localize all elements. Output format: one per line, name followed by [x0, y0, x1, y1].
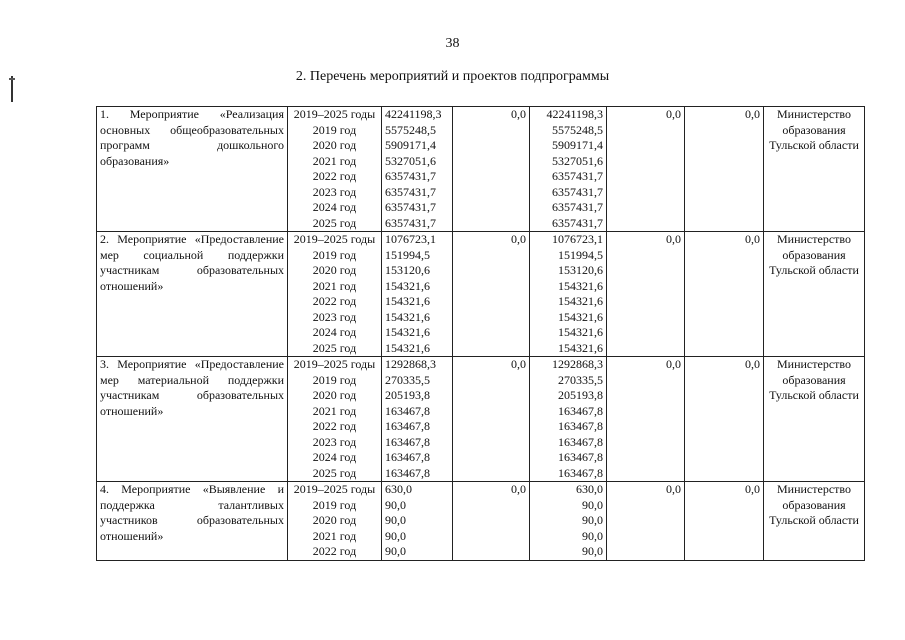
regional-budget-value: 5909171,4: [552, 138, 603, 152]
period-label: 2025 год: [312, 215, 357, 230]
total-amount: 6357431,7: [385, 215, 436, 230]
total-amount: 42241198,3: [385, 107, 442, 121]
total-amount: 163467,8: [385, 465, 430, 480]
total-amount-cell: [382, 357, 453, 482]
period-cell: [288, 107, 382, 232]
period-label: 2021 год: [312, 528, 357, 543]
executor-cell: [764, 107, 865, 232]
regional-budget-value: 630,0: [576, 482, 603, 496]
measure-name-cell: [97, 357, 288, 482]
total-amount: 151994,5: [385, 247, 430, 262]
executor-name: Министерство образования Тульской области: [769, 107, 859, 152]
extra-budget-cell: [685, 107, 764, 232]
period-label: 2022 год: [312, 294, 357, 308]
extra-budget-cell: [685, 232, 764, 357]
extra-budget-value: 0,0: [745, 482, 760, 496]
measures-table: [96, 106, 865, 561]
regional-budget-value: 163467,8: [558, 465, 603, 480]
regional-budget-value: 163467,8: [558, 419, 603, 433]
total-amount: 90,0: [385, 528, 406, 543]
table-row: [97, 107, 865, 232]
local-budget-value: 0,0: [666, 107, 681, 121]
measure-name-cell: [97, 482, 288, 561]
period-label: 2022 год: [312, 169, 357, 183]
regional-budget-cell: [530, 107, 607, 232]
total-amount: 205193,8: [385, 388, 430, 402]
regional-budget-value: 90,0: [582, 528, 603, 543]
extra-budget-value: 0,0: [745, 232, 760, 246]
federal-budget-cell: [453, 232, 530, 357]
period-label: 2022 год: [312, 419, 357, 433]
measure-name-cell: [97, 107, 288, 232]
total-amount: 154321,6: [385, 325, 430, 339]
table-row: [97, 482, 865, 561]
total-amount: 6357431,7: [385, 169, 436, 183]
period-label: 2023 год: [312, 434, 357, 449]
total-amount: 6357431,7: [385, 200, 436, 214]
total-amount: 163467,8: [385, 419, 430, 433]
period-label: 2021 год: [312, 278, 357, 293]
regional-budget-value: 151994,5: [558, 247, 603, 262]
total-amount: 1292868,3: [385, 357, 436, 371]
regional-budget-cell: [530, 357, 607, 482]
total-amount: 154321,6: [385, 278, 430, 293]
regional-budget-value: 154321,6: [558, 294, 603, 308]
period-cell: [288, 232, 382, 357]
measure-name: 3. Мероприятие «Предоставление мер материальной поддержки участникам образовательных отношений»: [100, 357, 284, 418]
period-label: 2023 год: [312, 184, 357, 199]
federal-budget-value: 0,0: [511, 107, 526, 121]
executor-cell: [764, 357, 865, 482]
regional-budget-value: 6357431,7: [552, 169, 603, 183]
regional-budget-value: 163467,8: [558, 403, 603, 418]
period-label: 2022 год: [312, 544, 357, 558]
period-label: 2024 год: [312, 200, 357, 214]
period-label: 2019–2025 годы: [293, 482, 376, 496]
local-budget-cell: [607, 357, 685, 482]
local-budget-cell: [607, 482, 685, 561]
executor-name: Министерство образования Тульской области: [769, 482, 859, 527]
regional-budget-value: 270335,5: [558, 372, 603, 387]
regional-budget-cell: [530, 232, 607, 357]
regional-budget-value: 5575248,5: [552, 122, 603, 137]
local-budget-value: 0,0: [666, 482, 681, 496]
regional-budget-cell: [530, 482, 607, 561]
extra-budget-cell: [685, 357, 764, 482]
regional-budget-value: 154321,6: [558, 309, 603, 324]
margin-mark-tick: [9, 78, 15, 80]
page-number: 38: [445, 36, 460, 51]
regional-budget-value: 154321,6: [558, 340, 603, 355]
total-amount: 154321,6: [385, 340, 430, 355]
federal-budget-cell: [453, 107, 530, 232]
total-amount: 163467,8: [385, 450, 430, 464]
executor-cell: [764, 232, 865, 357]
measure-name-cell: [97, 232, 288, 357]
period-label: 2020 год: [312, 263, 357, 277]
local-budget-value: 0,0: [666, 232, 681, 246]
regional-budget-value: 90,0: [582, 513, 603, 527]
federal-budget-cell: [453, 357, 530, 482]
total-amount: 630,0: [385, 482, 412, 496]
regional-budget-value: 5327051,6: [552, 153, 603, 168]
federal-budget-value: 0,0: [511, 482, 526, 496]
regional-budget-value: 42241198,3: [546, 107, 603, 121]
regional-budget-value: 154321,6: [558, 278, 603, 293]
federal-budget-value: 0,0: [511, 357, 526, 371]
document-title: 2. Перечень мероприятий и проектов подпрограммы: [295, 69, 610, 84]
period-label: 2019 год: [312, 497, 357, 512]
period-label: 2019 год: [312, 247, 357, 262]
regional-budget-value: 90,0: [582, 497, 603, 512]
table-row: [97, 232, 865, 357]
total-amount-cell: [382, 107, 453, 232]
total-amount-cell: [382, 232, 453, 357]
regional-budget-value: 1292868,3: [552, 357, 603, 371]
local-budget-cell: [607, 232, 685, 357]
total-amount: 90,0: [385, 544, 406, 558]
period-label: 2024 год: [312, 450, 357, 464]
regional-budget-value: 163467,8: [558, 450, 603, 464]
regional-budget-value: 6357431,7: [552, 184, 603, 199]
period-cell: [288, 357, 382, 482]
total-amount: 154321,6: [385, 309, 430, 324]
executor-name: Министерство образования Тульской области: [769, 232, 859, 277]
total-amount: 5575248,5: [385, 122, 436, 137]
period-label: 2020 год: [312, 138, 357, 152]
period-label: 2019 год: [312, 372, 357, 387]
period-label: 2024 год: [312, 325, 357, 339]
period-label: 2020 год: [312, 513, 357, 527]
local-budget-value: 0,0: [666, 357, 681, 371]
total-amount: 90,0: [385, 497, 406, 512]
regional-budget-value: 205193,8: [558, 388, 603, 402]
period-label: 2019–2025 годы: [293, 357, 376, 371]
measure-name: 4. Мероприятие «Выявление и поддержка талантливых участников образовательных отношений»: [100, 482, 284, 543]
period-label: 2023 год: [312, 309, 357, 324]
regional-budget-value: 90,0: [582, 544, 603, 558]
total-amount: 154321,6: [385, 294, 430, 308]
period-label: 2019 год: [312, 122, 357, 137]
total-amount: 90,0: [385, 513, 406, 527]
total-amount: 5327051,6: [385, 153, 436, 168]
executor-name: Министерство образования Тульской области: [769, 357, 859, 402]
period-label: 2019–2025 годы: [293, 107, 376, 121]
measure-name: 2. Мероприятие «Предоставление мер социальной поддержки участникам образовательных отношений»: [100, 232, 284, 293]
total-amount: 153120,6: [385, 263, 430, 277]
period-label: 2025 год: [312, 340, 357, 355]
regional-budget-value: 6357431,7: [552, 200, 603, 214]
extra-budget-value: 0,0: [745, 357, 760, 371]
total-amount: 5909171,4: [385, 138, 436, 152]
measure-name: 1. Мероприятие «Реализация основных общеобразовательных программ дошкольного образования»: [100, 107, 284, 168]
regional-budget-value: 153120,6: [558, 263, 603, 277]
period-label: 2019–2025 годы: [293, 232, 376, 246]
federal-budget-value: 0,0: [511, 232, 526, 246]
total-amount: 163467,8: [385, 403, 430, 418]
regional-budget-value: 6357431,7: [552, 215, 603, 230]
regional-budget-value: 154321,6: [558, 325, 603, 339]
total-amount: 1076723,1: [385, 232, 436, 246]
period-cell: [288, 482, 382, 561]
regional-budget-value: 163467,8: [558, 434, 603, 449]
extra-budget-value: 0,0: [745, 107, 760, 121]
period-label: 2020 год: [312, 388, 357, 402]
total-amount: 270335,5: [385, 372, 430, 387]
period-label: 2025 год: [312, 465, 357, 480]
period-label: 2021 год: [312, 403, 357, 418]
period-label: 2021 год: [312, 153, 357, 168]
extra-budget-cell: [685, 482, 764, 561]
table-row: [97, 357, 865, 482]
total-amount: 6357431,7: [385, 184, 436, 199]
table-body: [97, 107, 865, 561]
local-budget-cell: [607, 107, 685, 232]
executor-cell: [764, 482, 865, 561]
federal-budget-cell: [453, 482, 530, 561]
total-amount-cell: [382, 482, 453, 561]
regional-budget-value: 1076723,1: [552, 232, 603, 246]
total-amount: 163467,8: [385, 434, 430, 449]
